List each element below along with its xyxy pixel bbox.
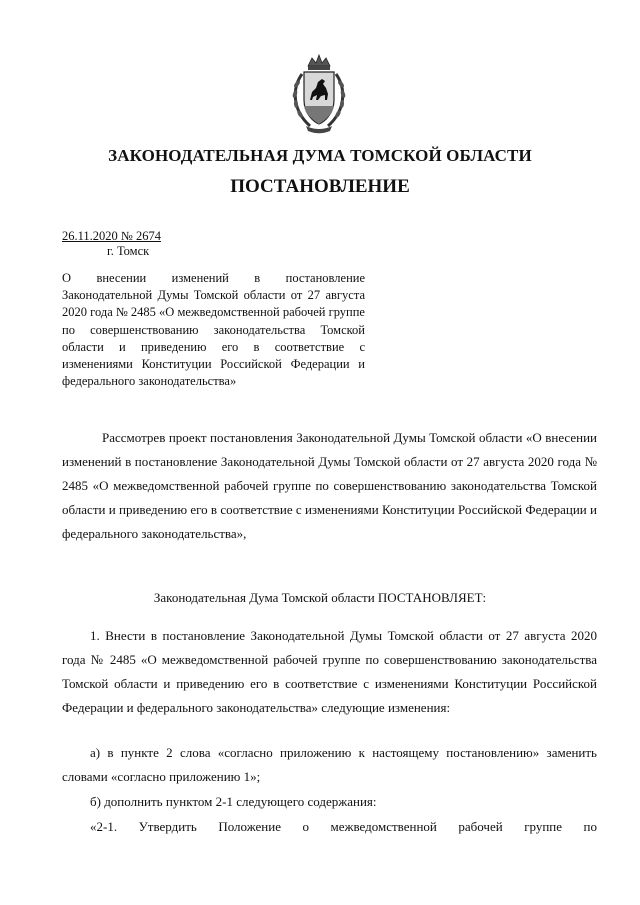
organization-title: ЗАКОНОДАТЕЛЬНАЯ ДУМА ТОМСКОЙ ОБЛАСТИ [108, 146, 532, 165]
date-number: 26.11.2020 № 2674 [62, 229, 161, 243]
document-type-title: ПОСТАНОВЛЕНИЕ [230, 176, 410, 197]
item-2-1-paragraph: «2-1. Утвердить Положение о межведомственной рабочей группе по [90, 819, 597, 834]
document-subject: О внесении изменений в постановление Законодательной Думы Томской области от 27 августа 2020 года № 2485 «О межведомственной рабочей группе по совершенствованию законодательства Томской области и приведению его в соответствие с изменениями Конституции Российской Федерации и федерального законодательства» [62, 271, 365, 389]
city: г. Томск [107, 244, 150, 258]
decree-line: Законодательная Дума Томской области ПОСТАНОВЛЯЕТ: [153, 590, 487, 605]
item-1-paragraph: 1. Внести в постановление Законодательной Думы Томской области от 27 августа 2020 года № 2485 «О межведомственной рабочей группе по совершенствованию законодательства Томской области и приведению его в соответствие с изменениями Конституции Российской Федерации и федерального законодательства» следующие изменения: [62, 628, 597, 715]
preamble-paragraph: Рассмотрев проект постановления Законодательной Думы Томской области «О внесении изменений в постановление Законодательной Думы Томской области от 27 августа 2020 года № 2485 «О межведомственной рабочей группе по совершенствованию законодательства Томской области и приведению его в соответствие с изменениями Конституции Российской Федерации и федерального законодательства», [62, 430, 597, 541]
coat-of-arms-icon [288, 52, 350, 134]
item-1a-paragraph: а) в пункте 2 слова «согласно приложению к настоящему постановлению» заменить словами «согласно приложению 1»; [62, 745, 597, 784]
item-1b-paragraph: б) дополнить пунктом 2-1 следующего содержания: [90, 794, 377, 809]
